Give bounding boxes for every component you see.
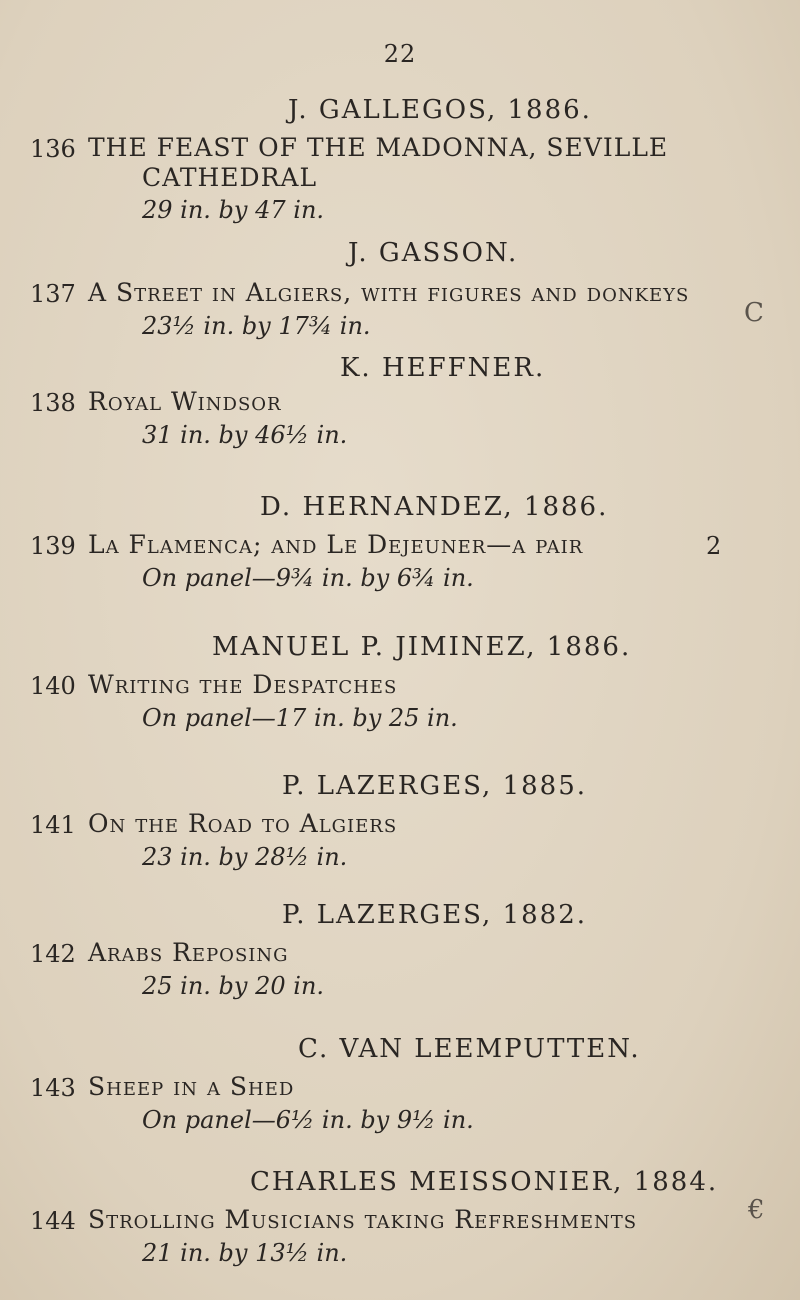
lot-number: 141	[30, 811, 76, 839]
lot-title-line: Strolling Musicians taking Refreshments	[88, 1205, 638, 1234]
lot-number: 140	[30, 672, 76, 700]
lot-number: 138	[30, 389, 76, 417]
lot-title-line: Royal Windsor	[88, 387, 282, 416]
artist-name: P. LAZERGES, 1882.	[282, 900, 588, 930]
lot-dimensions: 23 in. by 28½ in.	[142, 843, 348, 871]
margin-mark-icon: €	[748, 1195, 765, 1225]
artist-name: P. LAZERGES, 1885.	[282, 771, 588, 801]
lot-title-line: Writing the Despatches	[88, 670, 398, 699]
artist-name: CHARLES MEISSONIER, 1884.	[250, 1167, 719, 1197]
artist-name: D. HERNANDEZ, 1886.	[260, 492, 609, 522]
lot-title-line: CATHEDRAL	[142, 163, 318, 192]
lot-title-line: On the Road to Algiers	[88, 809, 398, 838]
page-number: 22	[383, 40, 417, 68]
lot-title-line: A Street in Algiers, with figures and donkeys	[88, 278, 690, 307]
lot-dimensions: 23½ in. by 17¾ in.	[142, 312, 371, 340]
lot-dimensions: 29 in. by 47 in.	[142, 196, 325, 224]
lot-dimensions: 21 in. by 13½ in.	[142, 1239, 348, 1267]
lot-title-line: Sheep in a Shed	[88, 1072, 295, 1101]
artist-name: K. HEFFNER.	[340, 353, 546, 383]
lot-dimensions: On panel—9¾ in. by 6¾ in.	[142, 564, 474, 592]
artist-name: J. GASSON.	[348, 238, 519, 268]
lot-number: 136	[30, 135, 76, 163]
lot-dimensions: 31 in. by 46½ in.	[142, 421, 348, 449]
lot-dimensions: On panel—17 in. by 25 in.	[142, 704, 458, 732]
lot-number: 142	[30, 940, 76, 968]
lot-title-line: THE FEAST OF THE MADONNA, SEVILLE	[88, 133, 669, 162]
lot-number: 139	[30, 532, 76, 560]
artist-name: J. GALLEGOS, 1886.	[288, 95, 592, 125]
artist-name: C. VAN LEEMPUTTEN.	[298, 1034, 641, 1064]
artist-name: MANUEL P. JIMINEZ, 1886.	[212, 632, 632, 662]
margin-mark-icon: C	[744, 298, 764, 328]
lot-number: 137	[30, 280, 76, 308]
lot-number: 143	[30, 1074, 76, 1102]
lot-dimensions: 25 in. by 20 in.	[142, 972, 325, 1000]
lot-title-line: Arabs Reposing	[88, 938, 289, 967]
lot-title-line: La Flamenca; and Le Dejeuner—a pair	[88, 530, 584, 559]
lot-number: 144	[30, 1207, 76, 1235]
lot-quantity: 2	[706, 532, 722, 560]
lot-dimensions: On panel—6½ in. by 9½ in.	[142, 1106, 474, 1134]
